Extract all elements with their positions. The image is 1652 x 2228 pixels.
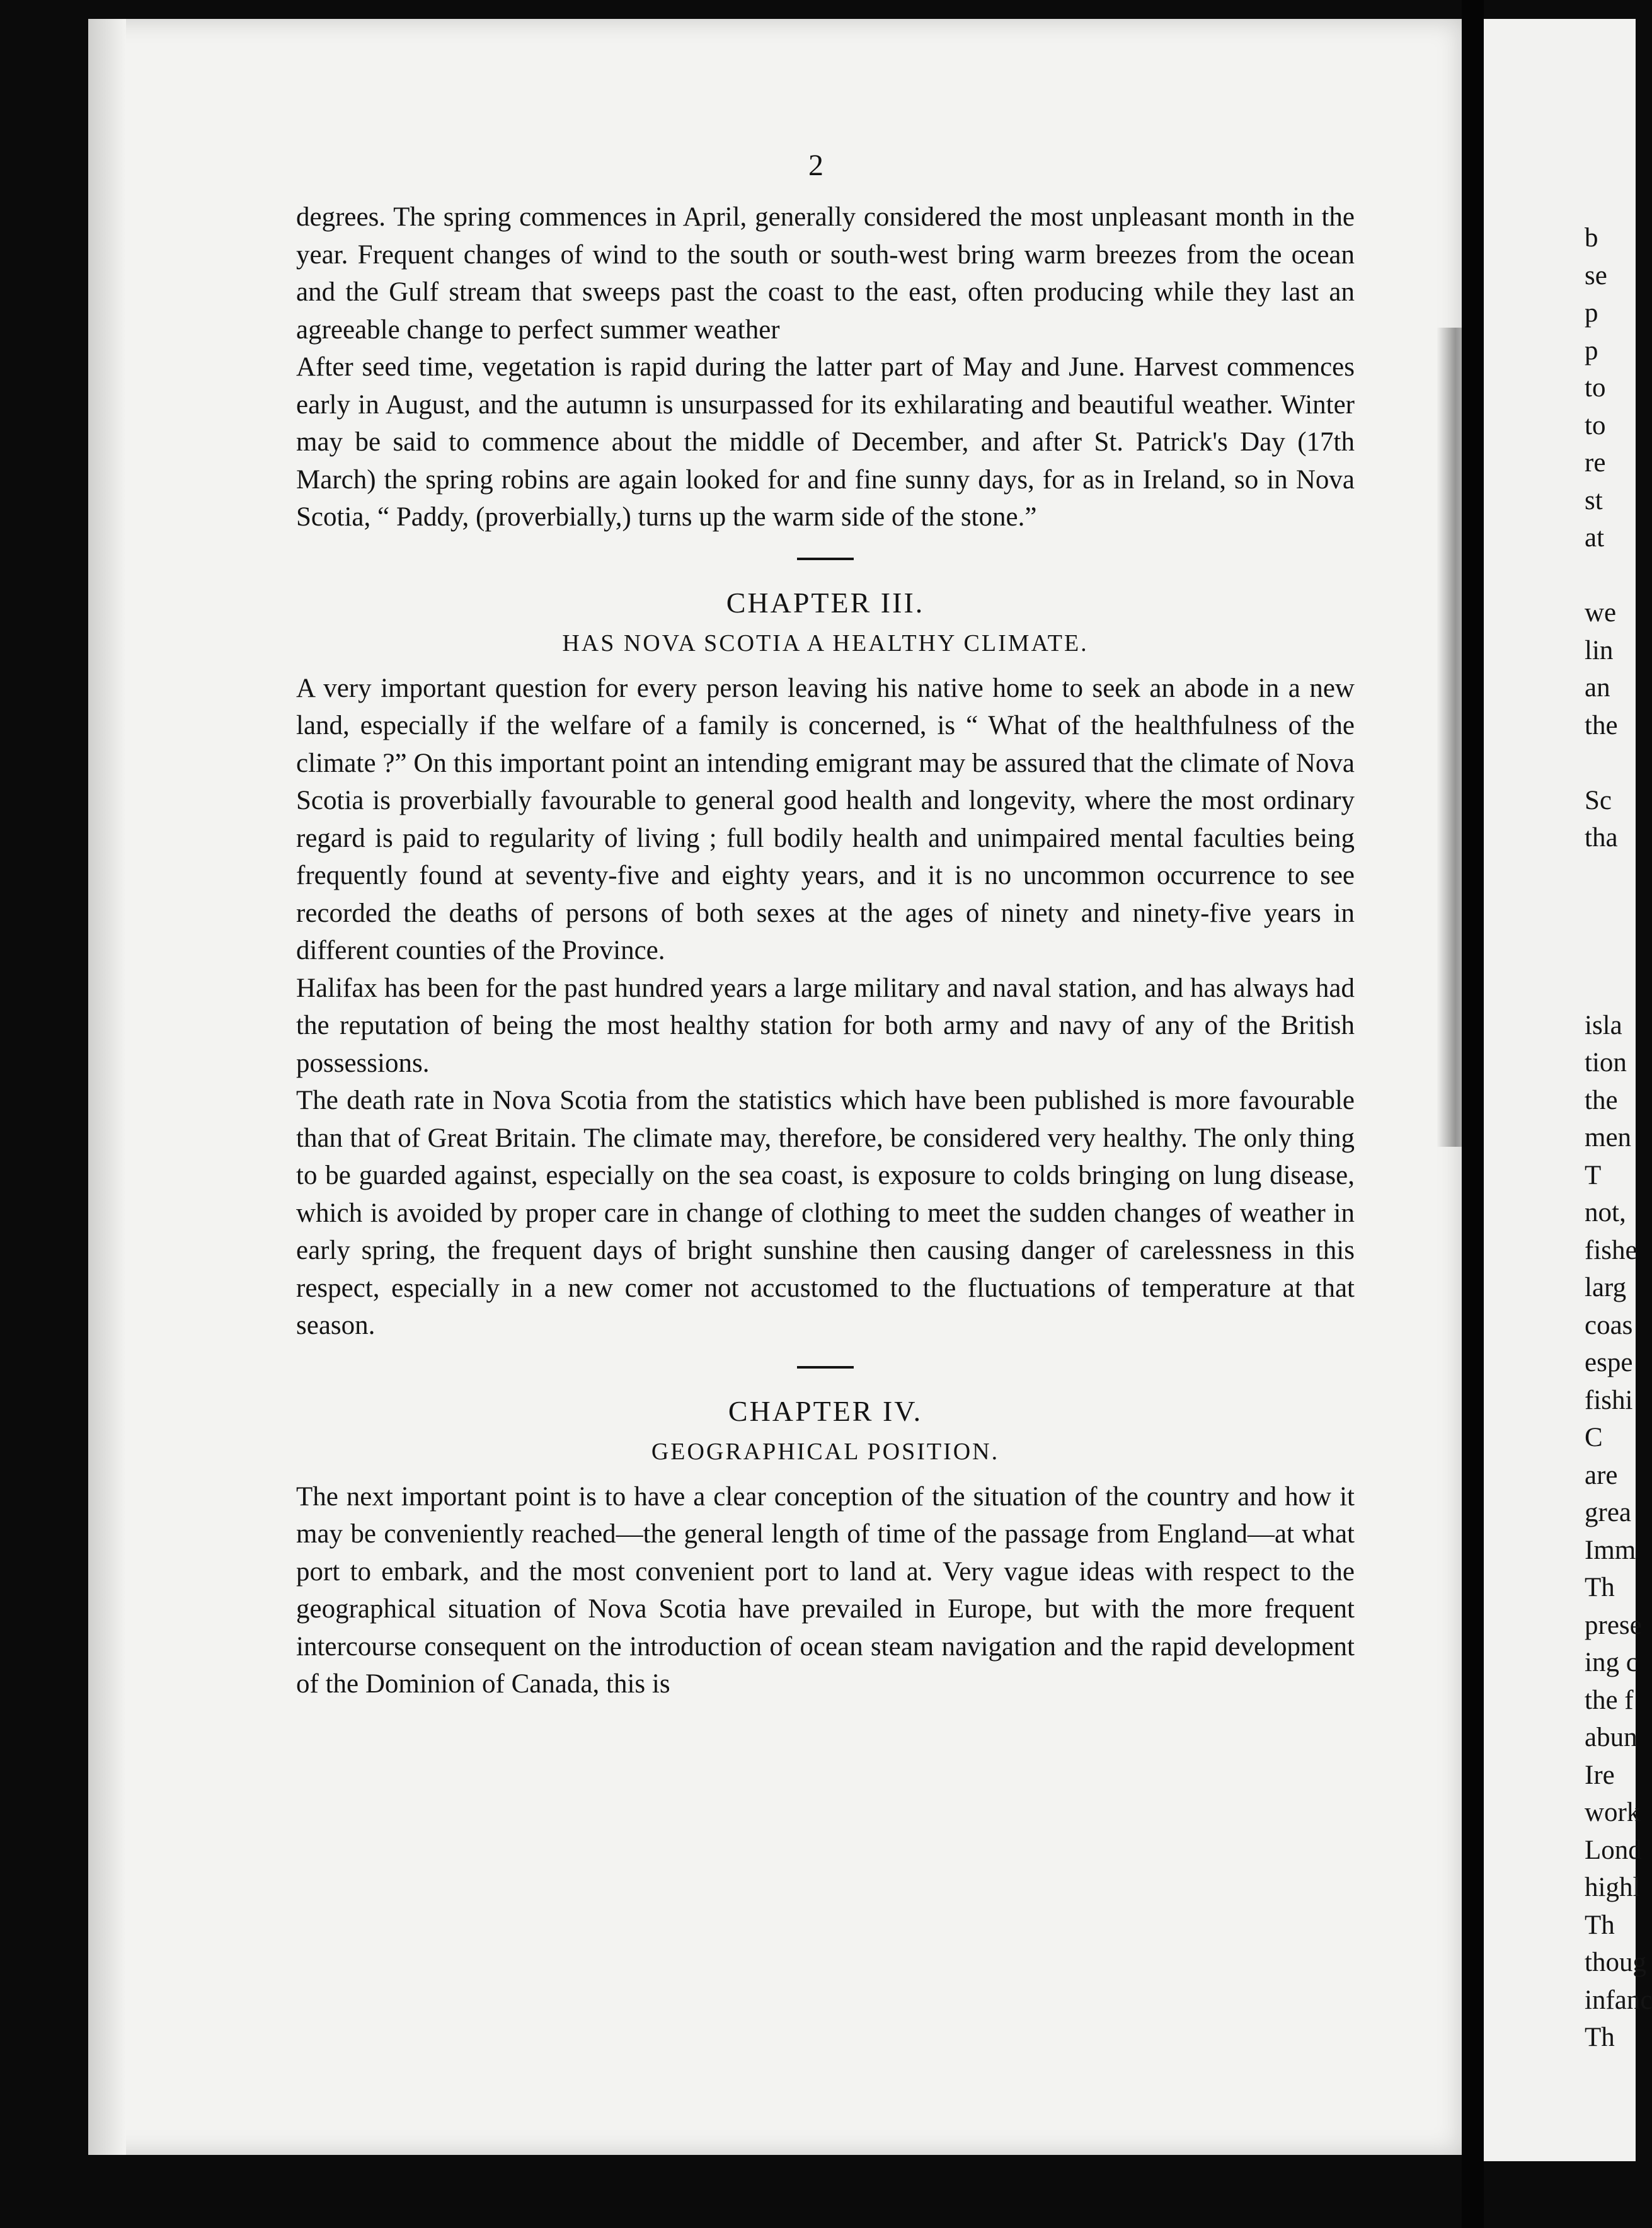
adjacent-page-line: prese <box>1585 1610 1642 1640</box>
adjacent-page-line: larg <box>1585 1273 1627 1302</box>
adjacent-page-line <box>1585 557 1652 595</box>
adjacent-page-line: Th <box>1585 2023 1615 2052</box>
adjacent-page-line: p <box>1585 298 1598 328</box>
adjacent-page-line: lin <box>1585 635 1614 665</box>
chapter-3-title: HAS NOVA SCOTIA A HEALTHY CLIMATE. <box>562 629 1089 657</box>
book-gutter <box>1462 0 1484 2228</box>
adjacent-page-line: at <box>1585 523 1605 553</box>
adjacent-page-line: p <box>1585 335 1598 365</box>
adjacent-page-line: st <box>1585 485 1603 515</box>
adjacent-page-line: the <box>1585 1085 1618 1115</box>
chapter-3-paragraph: The death rate in Nova Scotia from the statistics which have been published is more favourable than that of Great Britain. The climate may, therefore, be considered very healthy. The only thing to be guarded against, especially on the sea coast, is exposure to colds bringing on lung disease, which is avoided by proper care in change of clothing to meet the sudden changes of weather in early spring, the frequent days of bright sunshine then causing danger of carelessness in this respect, especially in a new comer not accustomed to the fluctuations of temperature at that season. <box>296 1086 1355 1340</box>
adjacent-page-line: infanc <box>1585 1985 1652 2015</box>
adjacent-page-line: ing c <box>1585 1648 1638 1677</box>
page-body <box>296 198 1355 1703</box>
adjacent-page-line: Imm <box>1585 1535 1636 1565</box>
adjacent-page-line: fishi <box>1585 1385 1633 1415</box>
adjacent-page-line: Th <box>1585 1910 1615 1940</box>
adjacent-page-line <box>1585 969 1652 1007</box>
seasons-paragraph: After seed time, vegetation is rapid during the latter part of May and June. Harvest commences early in August, and the autumn is unsurpassed for its exhilarating and beautiful weather. Winter may be said to commence about the middle of December, and after St. Patrick's Day (17th March) the spring robins are again looked for and fine sunny days, for as in Ireland, so in Nova Scotia, “ Paddy, (proverbially,) turns up the warm side of the stone.” <box>296 352 1355 532</box>
adjacent-page-line <box>1585 894 1652 932</box>
adjacent-page-line <box>1585 932 1652 970</box>
adjacent-page-line: se <box>1585 260 1607 290</box>
adjacent-page-line: not, <box>1585 1198 1626 1227</box>
adjacent-page-line: work <box>1585 1798 1641 1827</box>
adjacent-page-line: the f <box>1585 1685 1634 1715</box>
chapter-3-paragraph: Halifax has been for the past hundred years a large military and naval station, and has always had the reputation of being the most healthy station for both army and navy of any of the British possessions. <box>296 973 1355 1078</box>
adjacent-page-line: an <box>1585 673 1610 703</box>
adjacent-page-line: b <box>1585 223 1598 253</box>
chapter-4-title: GEOGRAPHICAL POSITION. <box>651 1438 1000 1465</box>
adjacent-page-line <box>1585 857 1652 895</box>
adjacent-page-line: we <box>1585 598 1617 628</box>
adjacent-page-line: men <box>1585 1123 1632 1152</box>
chapter-3-heading: CHAPTER III. <box>726 586 925 619</box>
adjacent-page-line: tion <box>1585 1048 1627 1077</box>
chapter-4-heading: CHAPTER IV. <box>728 1394 923 1427</box>
chapter-3-paragraph: A very important question for every person leaving his native home to seek an abode in a new land, especially if the welfare of a family is concerned, is “ What of the healthfulness of the climate ?” On this important point an intending emigrant may be assured that the climate of Nova Scotia is proverbially favourable to general good health and longevity, where the most ordinary regard is paid to regularity of living ; full bodily health and unimpaired mental faculties being frequently found at seventy-five and eighty years, and it is no uncommon occurrence to see recorded the deaths of persons of both sexes at the ages of ninety and ninety-five years in different counties of the Province. <box>296 673 1355 965</box>
adjacent-page-line: Ire <box>1585 1760 1615 1790</box>
adjacent-page-line: fishe <box>1585 1235 1638 1265</box>
adjacent-page-line: highl <box>1585 1873 1641 1902</box>
adjacent-page-line: are <box>1585 1460 1618 1490</box>
page-number: 2 <box>808 149 823 182</box>
adjacent-page-line: abun <box>1585 1723 1638 1752</box>
adjacent-page-line: Th <box>1585 1573 1615 1602</box>
section-divider <box>797 558 854 560</box>
adjacent-page-line: tha <box>1585 823 1618 853</box>
adjacent-page-line: espe <box>1585 1348 1633 1377</box>
adjacent-page-line: T <box>1585 1160 1602 1190</box>
adjacent-page-line: grea <box>1585 1498 1631 1527</box>
adjacent-page-line: thoug <box>1585 1948 1646 1977</box>
adjacent-page-line: to <box>1585 410 1606 440</box>
adjacent-page <box>1484 19 1652 2161</box>
chapter-4-paragraph: The next important point is to have a clear conception of the situation of the country and how it may be conveniently reached—the general length of time of the passage from England—at what port to embark, and the most convenient port to land at. Very vague ideas with respect to the geographical situation of Nova Scotia have prevailed in Europe, but with the more frequent intercourse consequent on the introduction of ocean steam navigation and the rapid development of the Dominion of Canada, this is <box>296 1481 1355 1699</box>
adjacent-page-line: the <box>1585 710 1618 740</box>
adjacent-page-line: isla <box>1585 1010 1622 1040</box>
adjacent-page-line: coas <box>1585 1310 1633 1340</box>
section-divider <box>797 1366 854 1369</box>
adjacent-page-line: re <box>1585 448 1606 478</box>
adjacent-page-line: Lond <box>1585 1835 1642 1865</box>
adjacent-page-line: Sc <box>1585 785 1612 815</box>
adjacent-page-line: C <box>1585 1423 1603 1452</box>
opening-paragraph: degrees. The spring commences in April, generally considered the most unpleasant month in the year. Frequent changes of wind to the south or south-west bring warm breezes from the ocean and the Gulf stream that sweeps past the coast to the east, often producing while they last an agreeable change to perfect summer weather <box>296 202 1355 345</box>
adjacent-page-line: to <box>1585 373 1606 403</box>
adjacent-page-line <box>1585 744 1652 782</box>
adjacent-page-text <box>1585 219 1652 2057</box>
